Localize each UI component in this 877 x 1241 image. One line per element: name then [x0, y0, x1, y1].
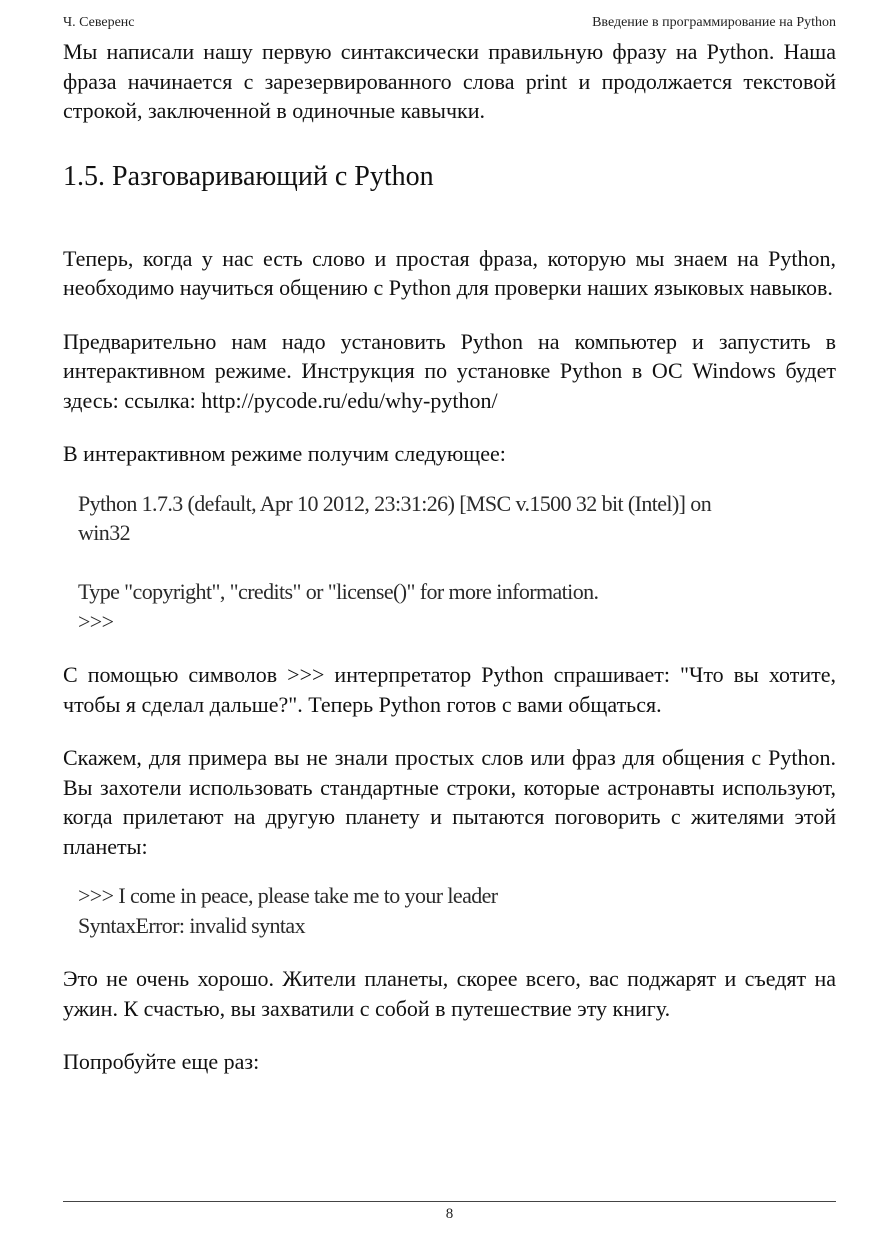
code-line: Type "copyright", "credits" or "license()" for more information. — [78, 579, 599, 604]
code-block-interpreter-banner — [78, 489, 836, 637]
code-line: Python 1.7.3 (default, Apr 10 2012, 23:31:26) [MSC v.1500 32 bit (Intel)] on — [78, 490, 712, 516]
code-blank-line — [78, 548, 836, 578]
code-line: >>> I come in peace, please take me to your leader — [78, 883, 498, 908]
footer-divider — [63, 1201, 836, 1202]
page-number: 8 — [445, 1206, 454, 1222]
page-body — [63, 37, 836, 1077]
header-book-title: Введение в программирование на Python — [592, 15, 836, 30]
header-author: Ч. Северенс — [63, 15, 135, 30]
page-header — [63, 15, 836, 35]
paragraph-prompt-explained: С помощью символов >>> интерпретатор Python спрашивает: "Что вы хотите, чтобы я сделал дальше?". Теперь Python готов с вами общаться. — [63, 662, 836, 717]
paragraph-not-good: Это не очень хорошо. Жители планеты, скорее всего, вас поджарят и съедят на ужин. К счастью, вы захватили с собой в путешествие эту книгу. — [63, 966, 836, 1021]
code-line: SyntaxError: invalid syntax — [78, 912, 305, 938]
paragraph-try-again: Попробуйте еще раз: — [63, 1049, 260, 1074]
paragraph-astronauts: Скажем, для примера вы не знали простых слов или фраз для общения с Python. Вы захотели использовать стандартные строки, которые астронавты используют, когда прилетают на другую планету и пытаются поговорить с жителями этой планеты: — [63, 745, 836, 859]
paragraph-interactive: В интерактивном режиме получим следующее: — [63, 441, 506, 466]
paragraph-first-phrase: Мы написали нашу первую синтаксически правильную фразу на Python. Наша фраза начинается с зарезервированного слова print и продолжается текстовой строкой, заключенной в одиночные кавычки. — [63, 39, 836, 123]
code-block-syntax-error — [78, 881, 836, 940]
code-line: win32 — [78, 520, 131, 545]
paragraph-install: Предварительно нам надо установить Python на компьютер и запустить в интерактивном режиме. Инструкция по установке Python в ОС Windows будет здесь: ссылка: http://pycode.ru/edu/why-python/ — [63, 328, 836, 413]
paragraph-intro: Теперь, когда у нас есть слово и простая фраза, которую мы знаем на Python, необходимо научиться общению с Python для проверки наших языковых навыков. — [63, 245, 836, 300]
code-prompt-line: >>> — [78, 608, 114, 634]
section-heading: 1.5. Разговаривающий с Python — [63, 160, 434, 192]
